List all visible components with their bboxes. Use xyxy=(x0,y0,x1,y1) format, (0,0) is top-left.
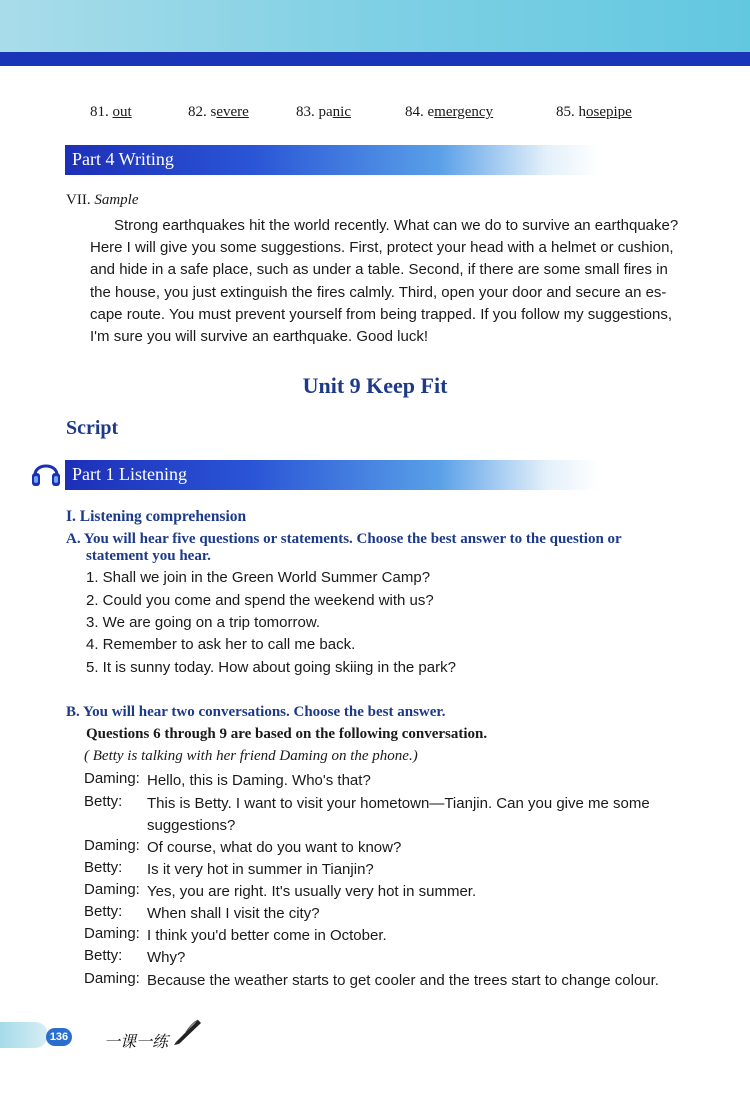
top-decorative-band xyxy=(0,0,750,52)
heading-a-line2: statement you hear. xyxy=(86,548,211,564)
answer-83: 83. panic xyxy=(296,104,351,120)
pen-icon xyxy=(172,1016,204,1046)
footer-motto: 一课一练 xyxy=(104,1032,169,1051)
sample-line: Strong earthquakes hit the world recently. What can we do to survive an earthquake? xyxy=(114,217,679,234)
sample-paragraph xyxy=(90,215,686,348)
list-item: 3. We are going on a trip tomorrow. xyxy=(86,614,321,631)
sample-line: I'm sure you will survive an earthquake. Good luck! xyxy=(90,328,429,346)
part4-bar xyxy=(65,145,600,175)
answer-85: 85. hosepipe xyxy=(556,104,632,120)
section-vii-label: VII. Sample xyxy=(66,192,139,208)
headphones-icon xyxy=(31,457,61,489)
unit-title: Unit 9 Keep Fit xyxy=(302,373,448,398)
sample-line: and hide in a safe place, such as under a table. Second, if there are some small fires in xyxy=(90,261,668,279)
sample-line: Here I will give you some suggestions. First, protect your head with a helmet or cushion, xyxy=(90,239,674,257)
answer-82: 82. severe xyxy=(188,104,249,120)
list-item: 2. Could you come and spend the weekend with us? xyxy=(86,592,434,609)
heading-b: B. You will hear two conversations. Choose the best answer. xyxy=(66,704,446,720)
sample-line: cape route. You must prevent yourself from being trapped. If you follow my suggestions, xyxy=(90,305,672,323)
sample-line: the house, you just extinguish the fires calmly. Third, open your door and secure an es- xyxy=(90,283,667,301)
top-blue-stripe xyxy=(0,52,750,66)
answer-84: 84. emergency xyxy=(405,104,494,120)
footer-decoration xyxy=(0,1022,48,1048)
answer-row xyxy=(90,104,670,126)
part1-bar xyxy=(65,460,600,490)
page-number: 136 xyxy=(46,1028,72,1046)
list-item: 5. It is sunny today. How about going skiing in the park? xyxy=(86,659,456,676)
part4-label: Part 4 Writing xyxy=(72,149,174,169)
list-item: 4. Remember to ask her to call me back. xyxy=(86,636,356,653)
questions-line: Questions 6 through 9 are based on the following conversation. xyxy=(86,726,488,742)
answer-81: 81. out xyxy=(90,104,132,120)
heading-listening-comprehension: I. Listening comprehension xyxy=(66,508,247,525)
list-item: 1. Shall we join in the Green World Summer Camp? xyxy=(86,569,431,586)
part1-label: Part 1 Listening xyxy=(72,464,187,484)
heading-a-line1: A. You will hear five questions or statements. Choose the best answer to the question or xyxy=(66,531,622,547)
conversation-note: ( Betty is talking with her friend Daming on the phone.) xyxy=(84,748,418,764)
script-title: Script xyxy=(66,417,119,439)
